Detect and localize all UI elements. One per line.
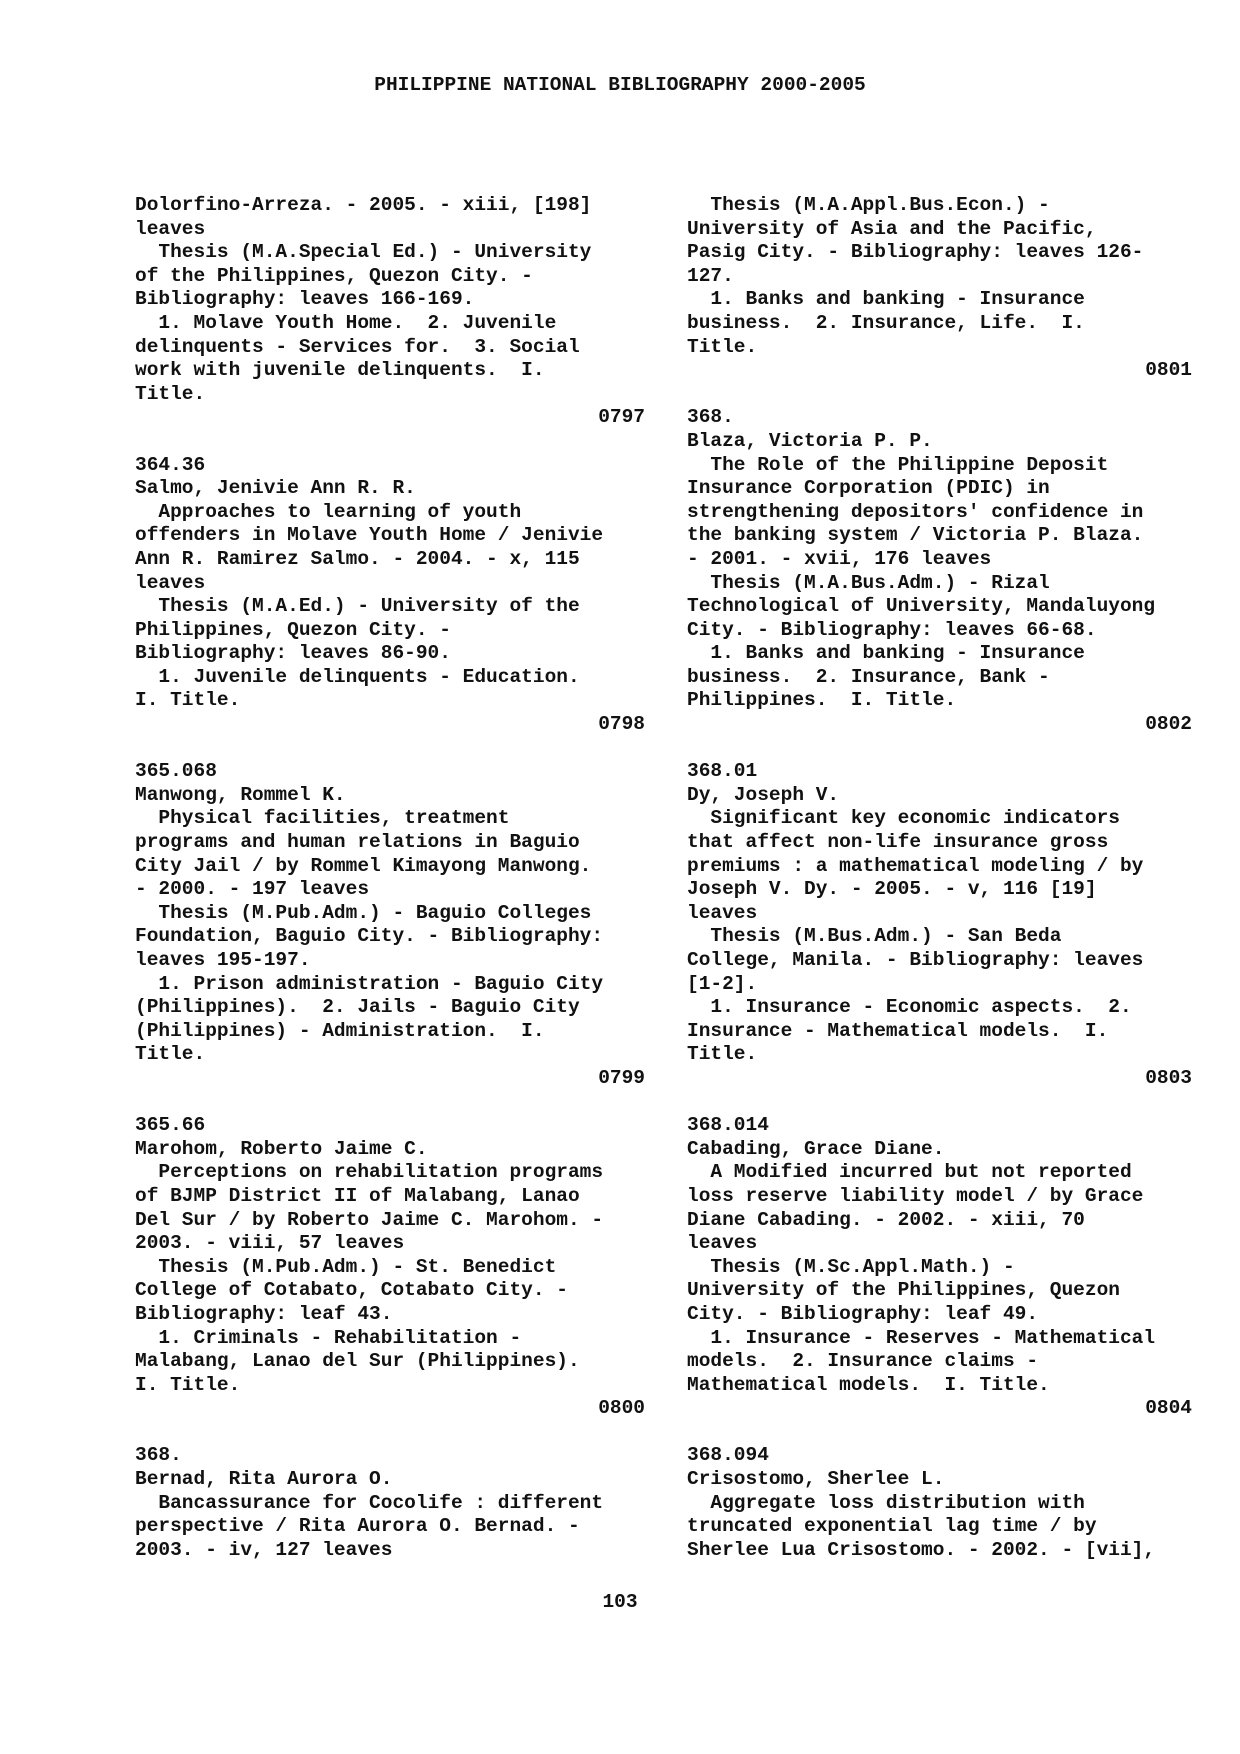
entry-line: University of Asia and the Pacific, [687, 217, 1097, 240]
entry-line: Thesis (M.A.Appl.Bus.Econ.) - [687, 194, 1050, 216]
entry-line: Joseph V. Dy. - 2005. - v, 116 [19] [687, 878, 1097, 901]
call-number: 368.01 [687, 760, 758, 783]
entry-line: leaves 195-197. [135, 949, 311, 971]
entry-line: 1. Banks and banking - Insurance [687, 288, 1085, 311]
entry-line: Thesis (M.Sc.Appl.Math.) - [687, 1255, 1015, 1278]
entry-line: 1. Prison administration - Baguio City [135, 972, 604, 995]
entry-line: Dolorfino-Arreza. - 2005. - xiii, [198] [135, 194, 592, 216]
entry-line: (Philippines) - Administration. I. [135, 1019, 545, 1042]
call-number: 365.068 [135, 760, 217, 783]
entry-line: leaves [135, 571, 206, 594]
entry-line: 1. Insurance - Economic aspects. 2. [687, 996, 1132, 1019]
entry-line: Insurance Corporation (PDIC) in [687, 477, 1050, 500]
entry-line: - 2000. - 197 leaves [135, 878, 370, 901]
entry-line: [1-2]. [687, 972, 758, 995]
entry-line: Foundation, Baguio City. - Bibliography: [135, 925, 604, 948]
entry-line: 1. Molave Youth Home. 2. Juvenile [135, 311, 557, 334]
entry-line: I. Title. [135, 1373, 241, 1396]
entry-line: loss reserve liability model / by Grace [687, 1184, 1144, 1207]
entry-line: business. 2. Insurance, Bank - [687, 665, 1050, 688]
entry-line: College of Cotabato, Cotabato City. - [135, 1279, 568, 1302]
entry-author: Blaza, Victoria P. P. [687, 429, 933, 452]
entry-spacer [687, 1421, 1192, 1445]
entry-line: City. - Bibliography: leaves 66-68. [687, 618, 1097, 641]
right-column [687, 194, 1192, 1562]
entry-line: Physical facilities, treatment [135, 807, 510, 830]
entry-line: 127. [687, 264, 734, 287]
entry-spacer [135, 1421, 645, 1445]
entry-number: 0799 [598, 1066, 645, 1089]
bib-entry-0802 [687, 406, 1192, 736]
entry-line: leaves [687, 901, 758, 924]
call-number: 368. [687, 406, 734, 429]
entry-line: University of the Philippines, Quezon [687, 1279, 1120, 1302]
entry-spacer [687, 383, 1192, 407]
entry-number: 0802 [1145, 713, 1192, 736]
entry-author: Salmo, Jenivie Ann R. R. [135, 477, 416, 500]
entry-number: 0797 [598, 406, 645, 429]
running-head: PHILIPPINE NATIONAL BIBLIOGRAPHY 2000-2005 [374, 74, 866, 96]
entry-spacer [135, 1091, 645, 1115]
entry-line: leaves [687, 1232, 758, 1255]
entry-author: Crisostomo, Sherlee L. [687, 1468, 945, 1491]
entry-line: Thesis (M.A.Special Ed.) - University [135, 241, 592, 264]
entry-line: the banking system / Victoria P. Blaza. [687, 524, 1144, 547]
entry-line: - 2001. - xvii, 176 leaves [687, 547, 992, 570]
entry-line: of BJMP District II of Malabang, Lanao [135, 1184, 580, 1207]
entry-line: Philippines, Quezon City. - [135, 618, 451, 641]
bib-entry-0804 [687, 1114, 1192, 1421]
entry-line: Malabang, Lanao del Sur (Philippines). [135, 1350, 580, 1373]
entry-line: premiums : a mathematical modeling / by [687, 854, 1144, 877]
entry-number: 0798 [598, 713, 645, 736]
entry-line: Bibliography: leaves 86-90. [135, 642, 451, 665]
entry-line: 1. Juvenile delinquents - Education. [135, 665, 580, 688]
call-number: 365.66 [135, 1114, 206, 1137]
entry-line: City. - Bibliography: leaf 49. [687, 1302, 1039, 1325]
entry-line: Bancassurance for Cocolife : different [135, 1491, 604, 1514]
entry-line: I. Title. [135, 689, 241, 712]
entry-line: Title. [687, 335, 758, 358]
bib-entry-0801 [687, 194, 1192, 383]
entry-spacer [135, 737, 645, 761]
entry-author: Bernad, Rita Aurora O. [135, 1468, 393, 1491]
entry-line: Del Sur / by Roberto Jaime C. Marohom. - [135, 1208, 604, 1231]
entry-line: Title. [135, 382, 206, 405]
call-number: 368.014 [687, 1114, 769, 1137]
entry-line: strengthening depositors' confidence in [687, 500, 1144, 523]
entry-line: College, Manila. - Bibliography: leaves [687, 949, 1144, 971]
entry-line: Pasig City. - Bibliography: leaves 126- [687, 241, 1144, 264]
entry-number: 0804 [1145, 1397, 1192, 1420]
left-column [135, 194, 645, 1562]
entry-line: City Jail / by Rommel Kimayong Manwong. [135, 854, 592, 877]
entry-line: Bibliography: leaf 43. [135, 1302, 393, 1325]
entry-spacer [687, 1091, 1192, 1115]
entry-line: A Modified incurred but not reported [687, 1161, 1132, 1184]
entry-line: Sherlee Lua Crisostomo. - 2002. - [vii], [687, 1538, 1156, 1561]
bib-entry-0798 [135, 454, 645, 737]
page-number: 103 [602, 1591, 638, 1613]
entry-author: Cabading, Grace Diane. [687, 1137, 945, 1160]
entry-line: Insurance - Mathematical models. I. [687, 1019, 1109, 1042]
entry-line: 1. Insurance - Reserves - Mathematical [687, 1326, 1156, 1349]
entry-line: delinquents - Services for. 3. Social [135, 335, 580, 358]
entry-line: 1. Criminals - Rehabilitation - [135, 1326, 522, 1349]
entry-line: Thesis (M.A.Ed.) - University of the [135, 595, 580, 618]
entry-line: Technological of University, Mandaluyong [687, 595, 1156, 618]
entry-line: work with juvenile delinquents. I. [135, 359, 545, 382]
call-number: 368.094 [687, 1444, 769, 1467]
entry-line: Aggregate loss distribution with [687, 1491, 1085, 1514]
entry-line: Title. [135, 1043, 206, 1066]
entry-line: Ann R. Ramirez Salmo. - 2004. - x, 115 [135, 547, 580, 570]
entry-line: offenders in Molave Youth Home / Jenivie [135, 524, 604, 547]
bib-entry-0803 [687, 760, 1192, 1090]
entry-line: Thesis (M.Pub.Adm.) - Baguio Colleges [135, 901, 592, 924]
entry-line: Title. [687, 1043, 758, 1066]
entry-line: The Role of the Philippine Deposit [687, 453, 1109, 476]
bib-entry-continued [135, 1444, 645, 1562]
entry-line: Philippines. I. Title. [687, 689, 957, 712]
entry-line: that affect non-life insurance gross [687, 831, 1109, 854]
entry-line: Thesis (M.Pub.Adm.) - St. Benedict [135, 1255, 557, 1278]
entry-line: business. 2. Insurance, Life. I. [687, 311, 1085, 334]
entry-line: Bibliography: leaves 166-169. [135, 288, 475, 311]
entry-line: (Philippines). 2. Jails - Baguio City [135, 996, 580, 1019]
entry-author: Marohom, Roberto Jaime C. [135, 1137, 428, 1160]
entry-line: truncated exponential lag time / by [687, 1515, 1097, 1538]
entry-line: 2003. - viii, 57 leaves [135, 1232, 405, 1255]
entry-line: 1. Banks and banking - Insurance [687, 642, 1085, 665]
bib-entry-0799 [135, 760, 645, 1090]
entry-line: Thesis (M.Bus.Adm.) - San Beda [687, 925, 1062, 948]
bib-entry-0797 [135, 194, 645, 430]
entry-line: Thesis (M.A.Bus.Adm.) - Rizal [687, 571, 1050, 594]
entry-author: Dy, Joseph V. [687, 783, 840, 806]
entry-author: Manwong, Rommel K. [135, 783, 346, 806]
entry-line: leaves [135, 217, 206, 240]
entry-line: of the Philippines, Quezon City. - [135, 264, 533, 287]
bib-entry-continued [687, 1444, 1192, 1562]
entry-line: perspective / Rita Aurora O. Bernad. - [135, 1515, 580, 1538]
entry-line: 2003. - iv, 127 leaves [135, 1538, 393, 1561]
call-number: 368. [135, 1444, 182, 1467]
entry-spacer [687, 737, 1192, 761]
entry-spacer [135, 430, 645, 454]
entry-line: programs and human relations in Baguio [135, 831, 580, 854]
entry-line: Significant key economic indicators [687, 807, 1120, 830]
entry-line: Mathematical models. I. Title. [687, 1373, 1050, 1396]
entry-line: Diane Cabading. - 2002. - xiii, 70 [687, 1208, 1085, 1231]
entry-number: 0803 [1145, 1066, 1192, 1089]
entry-line: models. 2. Insurance claims - [687, 1350, 1039, 1373]
entry-number: 0801 [1145, 359, 1192, 382]
bib-entry-0800 [135, 1114, 645, 1421]
entry-number: 0800 [598, 1397, 645, 1420]
entry-line: Perceptions on rehabilitation programs [135, 1161, 604, 1184]
call-number: 364.36 [135, 453, 206, 476]
entry-line: Approaches to learning of youth [135, 500, 522, 523]
